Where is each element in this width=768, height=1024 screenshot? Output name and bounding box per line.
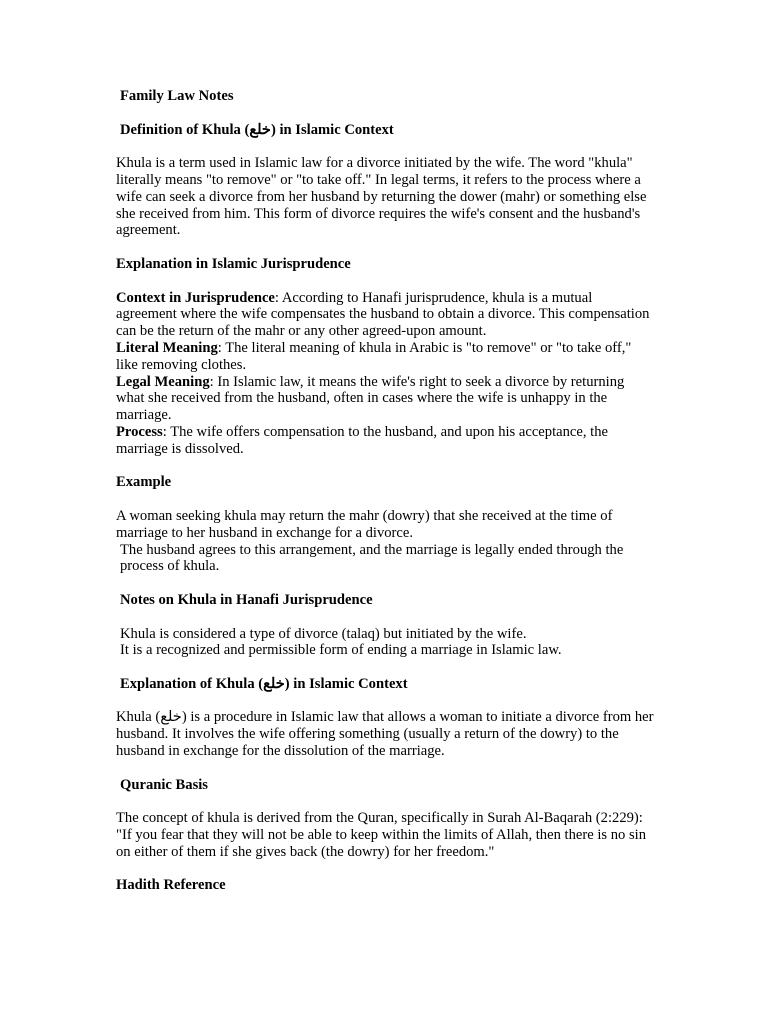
- jurisprudence-heading: Explanation in Islamic Jurisprudence: [116, 255, 351, 272]
- example-heading: Example: [116, 474, 172, 491]
- term-context: [116, 290, 656, 340]
- document-content: [116, 88, 656, 911]
- term-text: : The literal meaning of khula in Arabic is "to remove" or "to take off," like removing clothes.: [116, 339, 632, 373]
- definition-heading: Definition of Khula (خلع) in Islamic Context: [120, 121, 394, 138]
- term-label: Process: [116, 423, 163, 440]
- explanation-heading: Explanation of Khula (خلع) in Islamic Context: [120, 675, 408, 692]
- notes-block: [116, 626, 656, 660]
- term-label: Context in Jurisprudence: [116, 289, 275, 306]
- notes-line: Khula is considered a type of divorce (talaq) but initiated by the wife.: [120, 625, 527, 642]
- term-text: : In Islamic law, it means the wife's right to seek a divorce by returning what she received from the husband, often in cases where the wife is unhappy in the marriage.: [116, 373, 625, 424]
- explanation-paragraph: Khula (خلع) is a procedure in Islamic law that allows a woman to initiate a divorce from her husband. It involves the wife offering something (usually a return of the dowry) to the husband in exchange for the dissolution of the marriage.: [116, 709, 654, 760]
- notes-heading: Notes on Khula in Hanafi Jurisprudence: [120, 591, 373, 608]
- term-text: : According to Hanafi jurisprudence, khula is a mutual agreement where the wife compensates the husband to obtain a divorce. This compensation can be the return of the mahr or any other agreed-upon amount.: [116, 289, 650, 340]
- hadith-heading: Hadith Reference: [116, 877, 226, 894]
- quranic-line: The concept of khula is derived from the Quran, specifically in Surah Al-Baqarah (2:229):: [116, 810, 643, 827]
- jurisprudence-terms: [116, 290, 656, 458]
- quranic-heading: Quranic Basis: [120, 776, 208, 793]
- document-title: Family Law Notes: [120, 88, 234, 104]
- example-line: A woman seeking khula may return the mahr (dowry) that she received at the time of marriage to her husband in exchange for a divorce.: [116, 507, 613, 541]
- example-block: [116, 508, 656, 575]
- term-process: [116, 424, 656, 458]
- quranic-block: [116, 810, 656, 860]
- term-legal: [116, 374, 656, 424]
- term-text: : The wife offers compensation to the husband, and upon his acceptance, the marriage is dissolved.: [116, 423, 608, 457]
- notes-line: It is a recognized and permissible form of ending a marriage in Islamic law.: [120, 642, 562, 659]
- quranic-quote: "If you fear that they will not be able to keep within the limits of Allah, then there is no sin on either of them if she gives back (the dowry) for her freedom.": [116, 827, 646, 860]
- term-label: Legal Meaning: [116, 373, 210, 390]
- definition-paragraph: Khula is a term used in Islamic law for a divorce initiated by the wife. The word "khula" literally means "to remove" or "to take off." In legal terms, it refers to the process where a wife can seek a divorce from her husband by returning the dower (mahr) or something else she received from him. This form of divorce requires the wife's consent and the husband's agreement.: [116, 155, 647, 239]
- term-literal: [116, 340, 656, 374]
- term-label: Literal Meaning: [116, 339, 218, 356]
- example-line: The husband agrees to this arrangement, and the marriage is legally ended through the process of khula.: [120, 541, 624, 575]
